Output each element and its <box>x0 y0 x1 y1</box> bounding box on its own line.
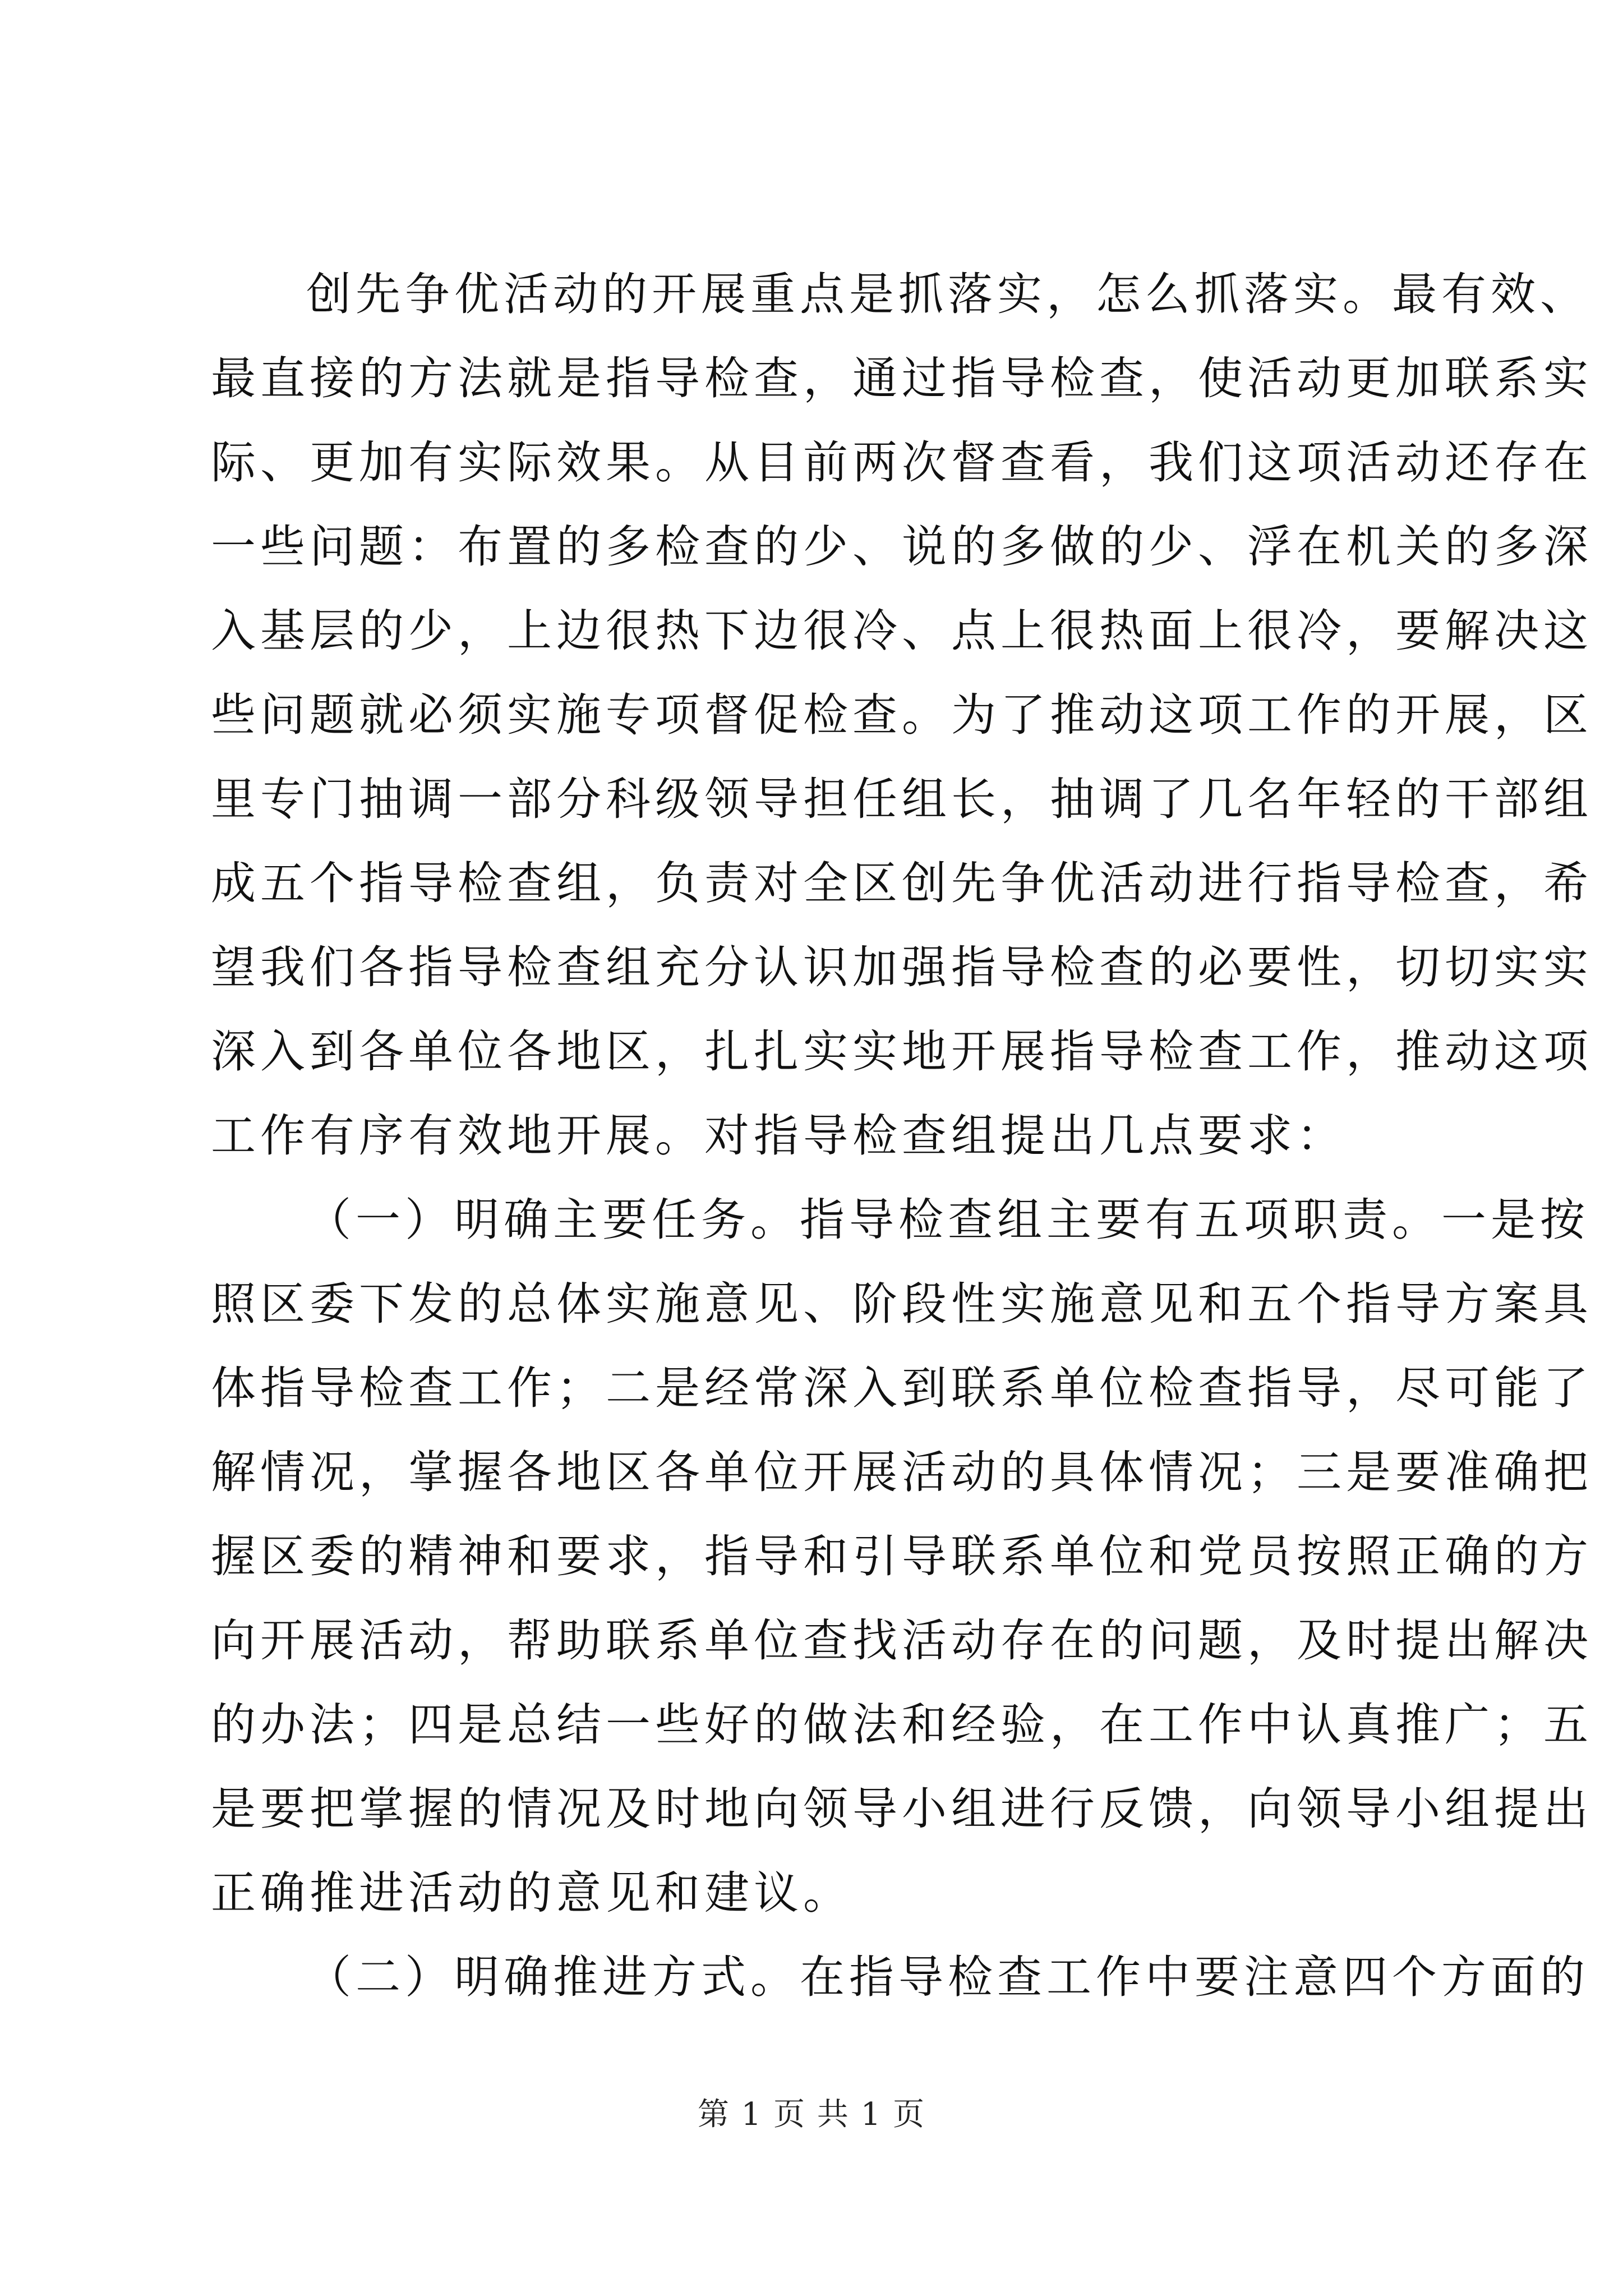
paragraph-line: 入基层的少，上边很热下边很冷、点上很热面上很冷，要解决这 <box>211 605 1593 657</box>
paragraph-line: 一些问题：布置的多检查的少、说的多做的少、浮在机关的多深 <box>211 521 1593 573</box>
paragraph-line: 望我们各指导检查组充分认识加强指导检查的必要性，切切实实 <box>211 941 1593 993</box>
paragraph-line: 深入到各单位各地区，扎扎实实地开展指导检查工作，推动这项 <box>211 1025 1593 1078</box>
page-number-footer: 第 1 页 共 1 页 <box>697 2096 926 2133</box>
paragraph-line: 正确推进活动的意见和建议。 <box>211 1867 852 1919</box>
paragraph-line: 是要把掌握的情况及时地向领导小组进行反馈，向领导小组提出 <box>211 1783 1593 1835</box>
paragraph-line: 照区委下发的总体实施意见、阶段性实施意见和五个指导方案具 <box>211 1278 1593 1330</box>
paragraph-line: 创先争优活动的开展重点是抓落实，怎么抓落实。最有效、 <box>306 268 1589 320</box>
document-body <box>211 252 1593 2019</box>
paragraph-line: 际、更加有实际效果。从目前两次督查看，我们这项活动还存在 <box>211 436 1593 489</box>
paragraph-line: 成五个指导检查组，负责对全区创先争优活动进行指导检查，希 <box>211 857 1593 909</box>
paragraph-line: 向开展活动，帮助联系单位查找活动存在的问题，及时提出解决 <box>211 1614 1593 1667</box>
paragraph-line: 最直接的方法就是指导检查，通过指导检查，使活动更加联系实 <box>211 352 1593 404</box>
paragraph-line: 些问题就必须实施专项督促检查。为了推动这项工作的开展，区 <box>211 689 1593 741</box>
paragraph-line: 工作有序有效地开展。对指导检查组提出几点要求： <box>211 1110 1346 1162</box>
paragraph-line: 的办法；四是总结一些好的做法和经验，在工作中认真推广；五 <box>211 1699 1593 1751</box>
paragraph-line: （一）明确主要任务。指导检查组主要有五项职责。一是按 <box>306 1194 1589 1246</box>
paragraph-line: 握区委的精神和要求，指导和引导联系单位和党员按照正确的方 <box>211 1530 1593 1582</box>
paragraph-line: 里专门抽调一部分科级领导担任组长，抽调了几名年轻的干部组 <box>211 773 1593 825</box>
paragraph-line: （二）明确推进方式。在指导检查工作中要注意四个方面的 <box>306 1951 1589 2003</box>
paragraph-line: 解情况，掌握各地区各单位开展活动的具体情况；三是要准确把 <box>211 1446 1593 1498</box>
paragraph-line: 体指导检查工作；二是经常深入到联系单位检查指导，尽可能了 <box>211 1362 1593 1414</box>
